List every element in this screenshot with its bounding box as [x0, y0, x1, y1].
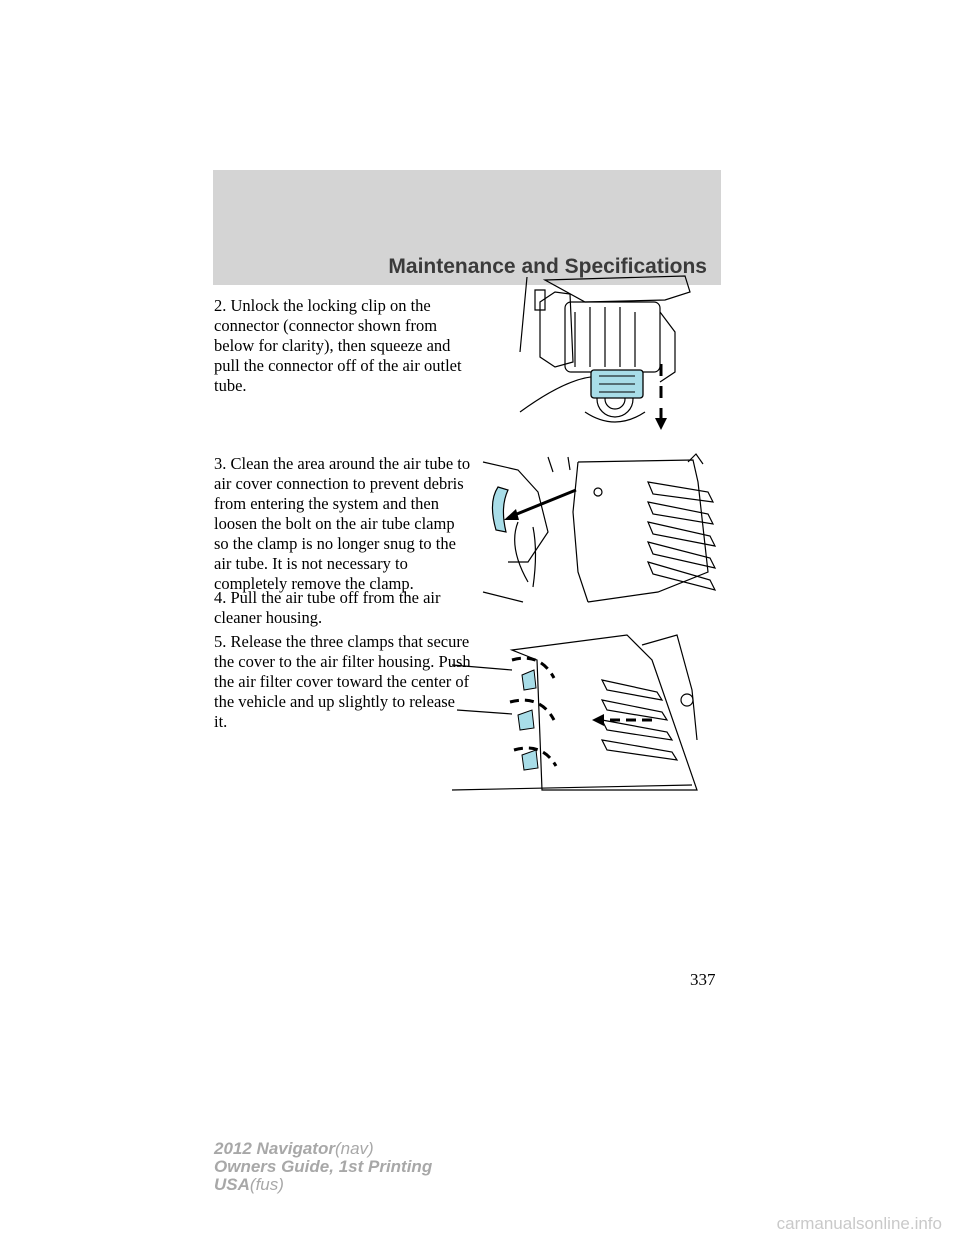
watermark-link[interactable]: carmanualsonline.info [776, 1214, 942, 1233]
footer-line-1 [214, 1140, 432, 1158]
footer-market-code: (fus) [249, 1175, 284, 1194]
footer-market: USA [214, 1175, 250, 1194]
step-5-text: 5. Release the three clamps that secure the cover to the air filter housing. Push the air filter cover toward the center of the vehicle and up slightly to release it. [214, 632, 471, 731]
section-header-band [213, 170, 721, 285]
air-tube-clamp-highlight [492, 487, 508, 532]
section-title: Maintenance and Specifications [388, 255, 707, 278]
clamp-bolt-arrow-icon [504, 490, 576, 520]
connector-illustration [515, 272, 720, 432]
footer-line-2: Owners Guide, 1st Printing [214, 1157, 433, 1176]
air-tube-clamp-illustration [478, 452, 723, 605]
document-footer [214, 1140, 432, 1194]
step-4-text: 4. Pull the air tube off from the air cleaner housing. [214, 588, 441, 627]
pull-down-arrow-icon [655, 364, 667, 430]
step-3-text: 3. Clean the area around the air tube to air cover connection to prevent debris from entering the system and then loosen the bolt on the air tube clamp so the clamp is no longer snug to the air tube. It is not necessary to completely remove the clamp. [214, 454, 471, 593]
air-filter-cover-clamps-illustration [452, 630, 704, 798]
footer-line-3 [214, 1176, 432, 1194]
step-2-text: 2. Unlock the locking clip on the connector (connector shown from below for clarity), then squeeze and pull the connector off of the air outlet tube. [214, 296, 462, 395]
footer-model: 2012 Navigator [214, 1139, 335, 1158]
page-number: 337 [690, 970, 716, 989]
footer-model-code: (nav) [334, 1139, 374, 1158]
